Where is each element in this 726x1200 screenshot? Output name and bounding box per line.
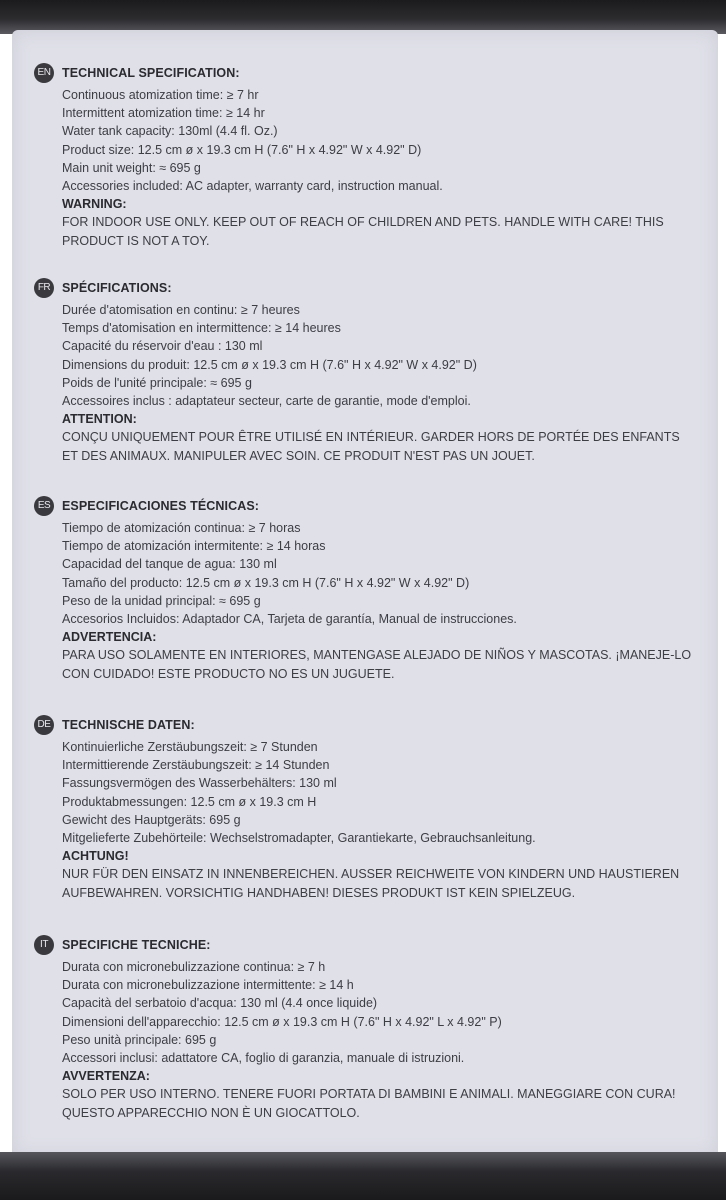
language-badge-en: EN (34, 63, 54, 83)
spec-lines (62, 738, 694, 903)
language-badge-es: ES (34, 496, 54, 516)
section-header (34, 714, 694, 736)
language-badge-de: DE (34, 715, 54, 735)
warning-text: NUR FÜR DEN EINSATZ IN INNENBEREICHEN. AUSSER REICHWEITE VON KINDERN UND HAUSTIEREN AUFBEWAHREN. VORSICHTIG HANDHABEN! DIESES PRODUKT IST KEIN SPIELZEUG. (62, 867, 680, 901)
spec-line: Capacidad del tanque de agua: 130 ml (62, 557, 277, 572)
spec-line: Tiempo de atomización continua: ≥ 7 horas (62, 521, 301, 535)
warning-text: SOLO PER USO INTERNO. TENERE FUORI PORTATA DI BAMBINI E ANIMALI. MANEGGIARE CON CURA! QUESTO APPARECCHIO NON È UN GIOCATTOLO. (62, 1087, 676, 1121)
spec-line: Dimensions du produit: 12.5 cm ø x 19.3 cm H (7.6" H x 4.92" W x 4.92" D) (62, 357, 477, 372)
spec-line: Produktabmessungen: 12.5 cm ø x 19.3 cm H (62, 794, 317, 809)
section-header (34, 495, 694, 517)
spec-line: Durée d'atomisation en continu: ≥ 7 heures (62, 303, 300, 317)
section-header (34, 62, 694, 84)
spec-lines (62, 519, 694, 684)
box-top-edge (0, 0, 726, 34)
spec-line: Accesorios Incluidos: Adaptador CA, Tarjeta de garantía, Manual de instrucciones. (62, 612, 517, 627)
spec-line: Product size: 12.5 cm ø x 19.3 cm H (7.6" H x 4.92" W x 4.92" D) (62, 142, 422, 157)
section-title: SPÉCIFICATIONS: (62, 281, 172, 295)
spec-line: Accessori inclusi: adattatore CA, foglio di garanzia, manuale di istruzioni. (62, 1051, 465, 1066)
section-it (34, 934, 694, 1123)
spec-line: Intermittierende Zerstäubungszeit: ≥ 14 Stunden (62, 758, 330, 773)
spec-line: Capacità del serbatoio d'acqua: 130 ml (4.4 once liquide) (62, 996, 378, 1011)
spec-line: Accessories included: AC adapter, warranty card, instruction manual. (62, 179, 443, 194)
spec-panel (12, 30, 718, 1156)
spec-line: Kontinuierliche Zerstäubungszeit: ≥ 7 Stunden (62, 740, 318, 754)
spec-lines (62, 301, 694, 466)
spec-line: Capacité du réservoir d'eau : 130 ml (62, 339, 263, 354)
spec-line: Fassungsvermögen des Wasserbehälters: 130 ml (62, 776, 337, 791)
spec-lines (62, 958, 694, 1123)
section-en (34, 62, 694, 251)
section-es (34, 495, 694, 684)
spec-line: Temps d'atomisation en intermittence: ≥ 14 heures (62, 321, 341, 336)
section-title: SPECIFICHE TECNICHE: (62, 938, 211, 952)
section-title: TECHNICAL SPECIFICATION: (62, 66, 240, 80)
warning-title: ADVERTENCIA: (62, 630, 157, 645)
spec-line: Dimensioni dell'apparecchio: 12.5 cm ø x 19.3 cm H (7.6" H x 4.92" L x 4.92" P) (62, 1014, 502, 1029)
warning-title: AVVERTENZA: (62, 1069, 150, 1084)
warning-title: ACHTUNG! (62, 849, 129, 864)
spec-line: Main unit weight: ≈ 695 g (62, 160, 201, 175)
section-title: ESPECIFICACIONES TÉCNICAS: (62, 499, 260, 513)
section-title: TECHNISCHE DATEN: (62, 718, 195, 732)
warning-title: WARNING: (62, 197, 127, 212)
spec-line: Peso unità principale: 695 g (62, 1032, 217, 1047)
language-badge-it: IT (34, 935, 54, 955)
spec-line: Mitgelieferte Zubehörteile: Wechselstromadapter, Garantiekarte, Gebrauchsanleitung. (62, 831, 536, 846)
warning-title: ATTENTION: (62, 412, 137, 427)
spec-line: Peso de la unidad principal: ≈ 695 g (62, 593, 261, 608)
warning-text: FOR INDOOR USE ONLY. KEEP OUT OF REACH OF CHILDREN AND PETS. HANDLE WITH CARE! THIS PRODUCT IS NOT A TOY. (62, 215, 664, 249)
section-de (34, 714, 694, 903)
spec-line: Water tank capacity: 130ml (4.4 fl. Oz.) (62, 124, 278, 139)
spec-line: Tiempo de atomización intermitente: ≥ 14 horas (62, 539, 326, 554)
spec-line: Continuous atomization time: ≥ 7 hr (62, 88, 259, 102)
spec-line: Tamaño del producto: 12.5 cm ø x 19.3 cm H (7.6" H x 4.92" W x 4.92" D) (62, 575, 470, 590)
box-bottom-edge (0, 1152, 726, 1200)
section-header (34, 277, 694, 299)
spec-line: Poids de l'unité principale: ≈ 695 g (62, 375, 252, 390)
language-badge-fr: FR (34, 278, 54, 298)
spec-line: Accessoires inclus : adaptateur secteur, carte de garantie, mode d'emploi. (62, 394, 471, 409)
spec-line: Gewicht des Hauptgeräts: 695 g (62, 812, 241, 827)
warning-text: CONÇU UNIQUEMENT POUR ÊTRE UTILISÉ EN INTÉRIEUR. GARDER HORS DE PORTÉE DES ENFANTS ET DES ANIMAUX. MANIPULER AVEC SOIN. CE PRODUIT N'EST PAS UN JOUET. (62, 430, 680, 464)
spec-line: Intermittent atomization time: ≥ 14 hr (62, 106, 265, 121)
spec-line: Durata con micronebulizzazione continua: ≥ 7 h (62, 960, 326, 974)
section-fr (34, 277, 694, 466)
section-header (34, 934, 694, 956)
warning-text: PARA USO SOLAMENTE EN INTERIORES, MANTENGASE ALEJADO DE NIÑOS Y MASCOTAS. ¡MANEJE-LO CON CUIDADO! ESTE PRODUCTO NO ES UN JUGUETE. (62, 648, 692, 682)
spec-lines (62, 86, 694, 251)
spec-line: Durata con micronebulizzazione intermittente: ≥ 14 h (62, 978, 354, 993)
